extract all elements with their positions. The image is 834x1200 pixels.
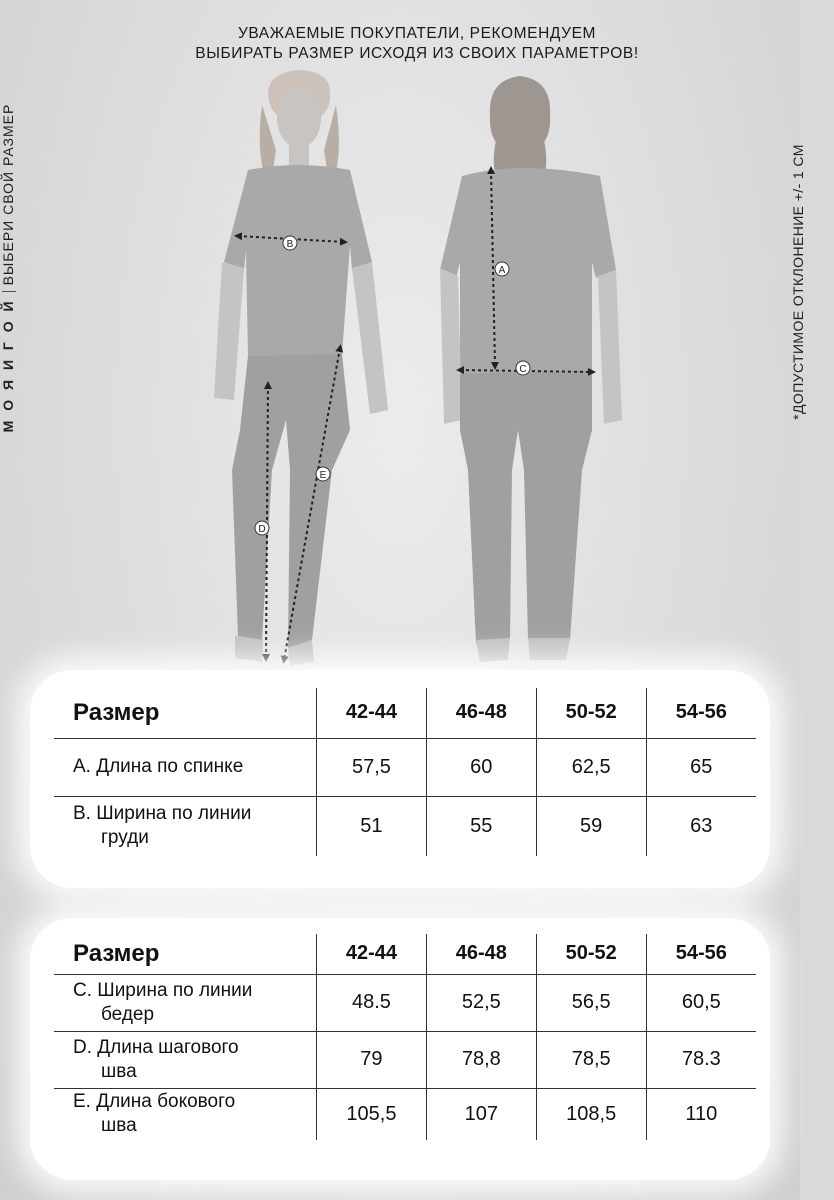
cell-value: 78,5 xyxy=(536,1031,646,1088)
bottom-size-table xyxy=(54,934,756,1140)
row-label-text: С. Ширина по линии xyxy=(73,979,253,1001)
cell-value: 51 xyxy=(316,796,426,856)
size-header: 42-44 xyxy=(316,688,426,738)
front-tshirt xyxy=(224,165,372,358)
front-model-figure xyxy=(214,70,388,666)
cell-value: 79 xyxy=(316,1031,426,1088)
cell-value: 60,5 xyxy=(646,974,756,1031)
cell-value: 78,8 xyxy=(426,1031,536,1088)
row-label-cont: груди xyxy=(101,827,149,849)
bottom-size-card xyxy=(30,918,770,1180)
back-pants xyxy=(460,370,592,644)
marker-c: C xyxy=(519,364,527,375)
back-model-figure xyxy=(440,76,622,662)
cell-value: 105,5 xyxy=(316,1088,426,1140)
top-size-card xyxy=(30,670,770,888)
cell-value: 56,5 xyxy=(536,974,646,1031)
cell-value: 65 xyxy=(646,738,756,796)
size-header: 46-48 xyxy=(426,934,536,974)
row-label-text: В. Ширина по линии xyxy=(73,803,252,825)
cell-value: 52,5 xyxy=(426,974,536,1031)
row-label-cont: бедер xyxy=(101,1003,155,1025)
cell-value: 110 xyxy=(646,1088,756,1140)
brand-name: М О Я И Г О Й xyxy=(0,298,16,433)
marker-b: B xyxy=(286,239,294,250)
back-tshirt xyxy=(440,168,616,376)
size-header: 42-44 xyxy=(316,934,426,974)
front-head xyxy=(277,88,321,148)
size-header: 54-56 xyxy=(646,934,756,974)
size-header: 46-48 xyxy=(426,688,536,738)
headline-line-1: УВАЖАЕМЫЕ ПОКУПАТЕЛИ, РЕКОМЕНДУЕМ xyxy=(237,25,597,42)
row-label xyxy=(54,974,316,1031)
marker-d: D xyxy=(258,524,266,535)
size-header: 54-56 xyxy=(646,688,756,738)
row-label-text: D. Длина шагового xyxy=(73,1036,239,1058)
table-row xyxy=(54,1031,756,1088)
brand-tagline: ВЫБЕРИ СВОЙ РАЗМЕР xyxy=(0,103,16,286)
row-label xyxy=(54,1031,316,1088)
table-row xyxy=(54,1088,756,1140)
cell-value: 63 xyxy=(646,796,756,856)
front-pants xyxy=(232,354,350,648)
row-label xyxy=(54,738,316,796)
cell-value: 107 xyxy=(426,1088,536,1140)
headline-line-2: ВЫБИРАТЬ РАЗМЕР ИСХОДЯ ИЗ СВОИХ ПАРАМЕТРОВ! xyxy=(195,45,639,62)
size-header: 50-52 xyxy=(536,688,646,738)
row-label-cont: шва xyxy=(101,1060,137,1082)
size-header: 50-52 xyxy=(536,934,646,974)
cell-value: 62,5 xyxy=(536,738,646,796)
cell-value: 60 xyxy=(426,738,536,796)
tolerance-note: *ДОПУСТИМОЕ ОТКЛОНЕНИЕ +/- 1 СМ xyxy=(790,144,806,420)
row-label xyxy=(54,1088,316,1140)
cell-value: 48.5 xyxy=(316,974,426,1031)
cell-value: 108,5 xyxy=(536,1088,646,1140)
table-header-row xyxy=(54,688,756,738)
table-header-row xyxy=(54,934,756,974)
table-row xyxy=(54,738,756,796)
table-row xyxy=(54,974,756,1031)
marker-e: E xyxy=(319,470,327,481)
size-header-label: Размер xyxy=(54,934,316,974)
cell-value: 55 xyxy=(426,796,536,856)
row-label xyxy=(54,796,316,856)
cell-value: 57,5 xyxy=(316,738,426,796)
table-row xyxy=(54,796,756,856)
marker-a: A xyxy=(498,265,506,276)
cell-value: 59 xyxy=(536,796,646,856)
cell-value: 78.3 xyxy=(646,1031,756,1088)
size-header-label: Размер xyxy=(54,688,316,738)
row-label-text: А. Длина по спинке xyxy=(73,756,244,777)
top-size-table xyxy=(54,688,756,856)
row-label-text: E. Длина бокового xyxy=(73,1091,236,1113)
row-label-cont: шва xyxy=(101,1115,137,1137)
